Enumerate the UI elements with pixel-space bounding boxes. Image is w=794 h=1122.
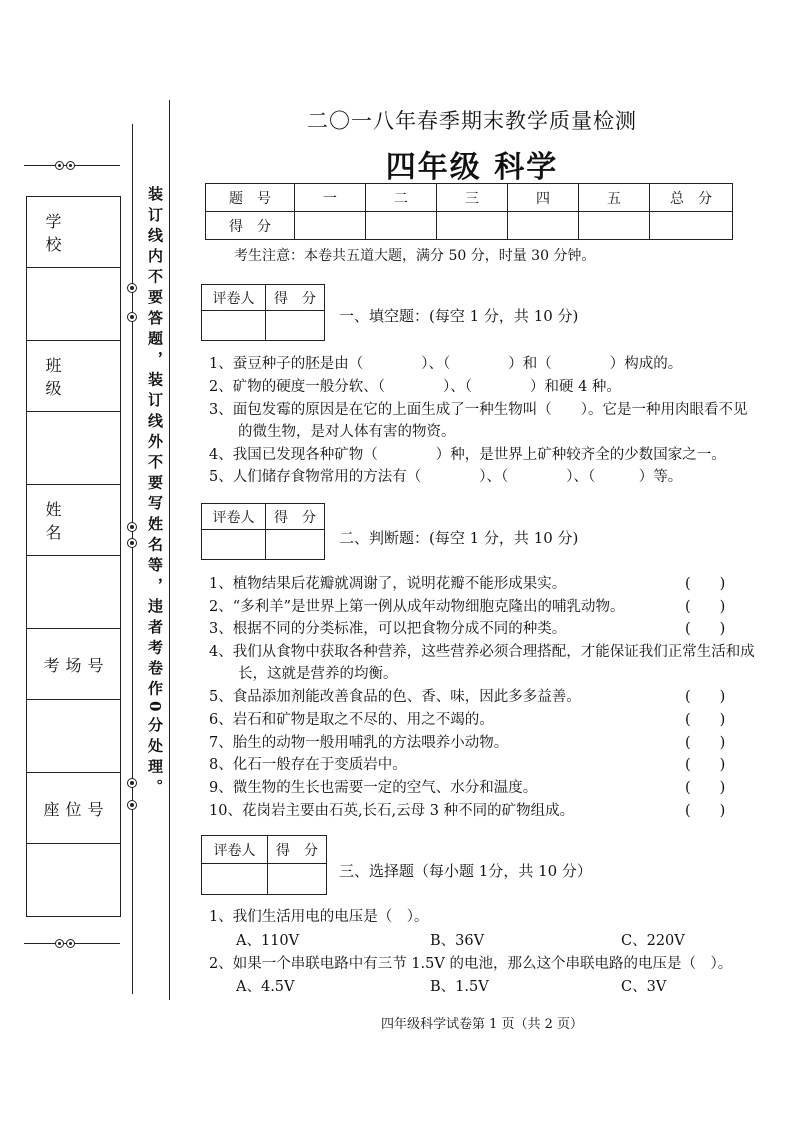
question-text: 4、我国已发现各种矿物（ ）种，是世界上矿种较齐全的少数国家之一。 — [209, 447, 726, 463]
exam-room-field[interactable] — [27, 700, 120, 773]
option-c[interactable]: C、220V — [621, 933, 685, 949]
score-header-cell: 题 号 — [206, 184, 295, 212]
question-text: 7、胎生的动物一般用哺乳的方法喂养小动物。 — [209, 735, 509, 751]
question-text: 1、植物结果后花瓣就凋谢了，说明花瓣不能形成果实。 — [209, 576, 567, 592]
grader-box — [201, 503, 325, 560]
question-text: 3、面包发霉的原因是在它的上面生成了一种生物叫（ ）。它是一种用肉眼看不见 — [209, 402, 748, 418]
option-b[interactable]: B、36V — [430, 933, 485, 949]
question-text: 10、花岗岩主要由石英,长石,云母 3 种不同的矿物组成。 — [209, 803, 575, 819]
score-cell[interactable] — [295, 212, 366, 240]
ring-icon — [66, 939, 75, 948]
school-field[interactable] — [27, 268, 120, 341]
question-text: 的微生物，是对人体有害的物资。 — [209, 424, 456, 440]
score-cell[interactable] — [437, 212, 508, 240]
score-cell[interactable] — [579, 212, 650, 240]
grader-score-label: 得 分 — [266, 285, 325, 311]
ring-icon — [55, 939, 64, 948]
binding-warning: 装订线内不要答题，装订线外不要写姓名等，违者考卷作0分处理。 — [146, 186, 164, 800]
ring-icon — [127, 283, 137, 293]
question-text: 3、根据不同的分类标准，可以把食物分成不同的种类。 — [209, 621, 567, 637]
score-cell[interactable] — [508, 212, 579, 240]
score-header-cell: 总 分 — [650, 184, 733, 212]
section-title: 二、判断题：(每空 1 分，共 10 分) — [339, 529, 579, 547]
exam-notice: 考生注意：本卷共五道大题，满分 50 分，时量 30 分钟。 — [234, 248, 596, 264]
question-text: 5、人们储存食物常用的方法有（ ）、（ ）、（ ）等。 — [209, 469, 683, 485]
binding-line-inner — [169, 100, 170, 1000]
score-header-cell: 五 — [579, 184, 650, 212]
answer-blank[interactable]: ( ) — [685, 576, 726, 592]
answer-blank[interactable]: ( ) — [685, 803, 726, 819]
answer-blank[interactable]: ( ) — [685, 621, 726, 637]
section-title: 一、填空题：(每空 1 分，共 10 分) — [339, 307, 579, 325]
ring-icon — [127, 800, 137, 810]
exam-title: 二〇一八年春季期末教学质量检测 — [307, 109, 637, 133]
answer-blank[interactable]: ( ) — [685, 712, 726, 728]
answer-blank[interactable]: ( ) — [685, 735, 726, 751]
question-text: 2、如果一个串联电路中有三节 1.5V 的电池，那么这个串联电路的电压是（ ）。 — [209, 956, 733, 972]
school-label: 学 校 — [27, 197, 120, 268]
seat-field[interactable] — [27, 844, 120, 917]
score-header-cell: 二 — [366, 184, 437, 212]
name-label: 姓 名 — [27, 485, 120, 556]
grader-label: 评卷人 — [202, 504, 266, 530]
grader-cell[interactable] — [202, 311, 266, 341]
class-field[interactable] — [27, 412, 120, 485]
grader-label: 评卷人 — [202, 285, 266, 311]
option-a[interactable]: A、110V — [236, 933, 300, 949]
grader-score-label: 得 分 — [268, 836, 327, 864]
question-text: 1、我们生活用电的电压是（ ）。 — [209, 909, 429, 925]
score-row-label: 得 分 — [206, 212, 295, 240]
exam-subject: 四年级 科学 — [385, 150, 559, 185]
ring-icon — [127, 522, 137, 532]
score-table — [205, 183, 733, 240]
question-text: 2、“多利羊”是世界上第一例从成年动物细胞克隆出的哺乳动物。 — [209, 599, 625, 615]
grader-label: 评卷人 — [202, 836, 268, 864]
question-text: 2、矿物的硬度一般分软、（ ）、（ ）和硬 4 种。 — [209, 379, 621, 395]
binding-line-outer — [132, 124, 133, 994]
answer-blank[interactable]: ( ) — [685, 757, 726, 773]
question-text: 长，这就是营养的均衡。 — [209, 666, 398, 682]
score-header-cell: 四 — [508, 184, 579, 212]
grader-cell[interactable] — [266, 530, 325, 560]
question-text: 6、岩石和矿物是取之不尽的、用之不竭的。 — [209, 712, 494, 728]
exam-room-label: 考场号 — [27, 629, 120, 700]
seat-label: 座位号 — [27, 773, 120, 844]
grader-score-label: 得 分 — [266, 504, 325, 530]
option-c[interactable]: C、3V — [621, 979, 667, 995]
grader-cell[interactable] — [202, 530, 266, 560]
grader-box — [201, 284, 325, 341]
grader-box — [201, 835, 327, 895]
answer-blank[interactable]: ( ) — [685, 689, 726, 705]
score-header-cell: 一 — [295, 184, 366, 212]
student-info-box — [26, 196, 121, 917]
option-b[interactable]: B、1.5V — [430, 979, 489, 995]
ring-icon — [127, 312, 137, 322]
name-field[interactable] — [27, 556, 120, 629]
ring-icon — [127, 778, 137, 788]
question-text: 8、化石一般存在于变质岩中。 — [209, 757, 407, 773]
section-title: 三、选择题（每小题 1分，共 10 分） — [339, 862, 592, 880]
answer-blank[interactable]: ( ) — [685, 599, 726, 615]
option-a[interactable]: A、4.5V — [236, 979, 295, 995]
question-text: 4、我们从食物中获取各种营养，这些营养必须合理搭配，才能保证我们正常生活和成 — [209, 644, 755, 660]
question-text: 9、微生物的生长也需要一定的空气、水分和温度。 — [209, 780, 538, 796]
score-header-cell: 三 — [437, 184, 508, 212]
score-cell[interactable] — [366, 212, 437, 240]
grader-cell[interactable] — [268, 864, 327, 895]
ring-icon — [127, 538, 137, 548]
grader-cell[interactable] — [202, 864, 268, 895]
answer-blank[interactable]: ( ) — [685, 780, 726, 796]
question-text: 1、蚕豆种子的胚是由（ ）、（ ）和（ ）构成的。 — [209, 356, 683, 372]
score-cell[interactable] — [650, 212, 733, 240]
page-footer: 四年级科学试卷第 1 页（共 2 页） — [380, 1017, 584, 1032]
class-label: 班 级 — [27, 341, 120, 412]
question-text: 5、食品添加剂能改善食品的色、香、味，因此多多益善。 — [209, 689, 581, 705]
grader-cell[interactable] — [266, 311, 325, 341]
